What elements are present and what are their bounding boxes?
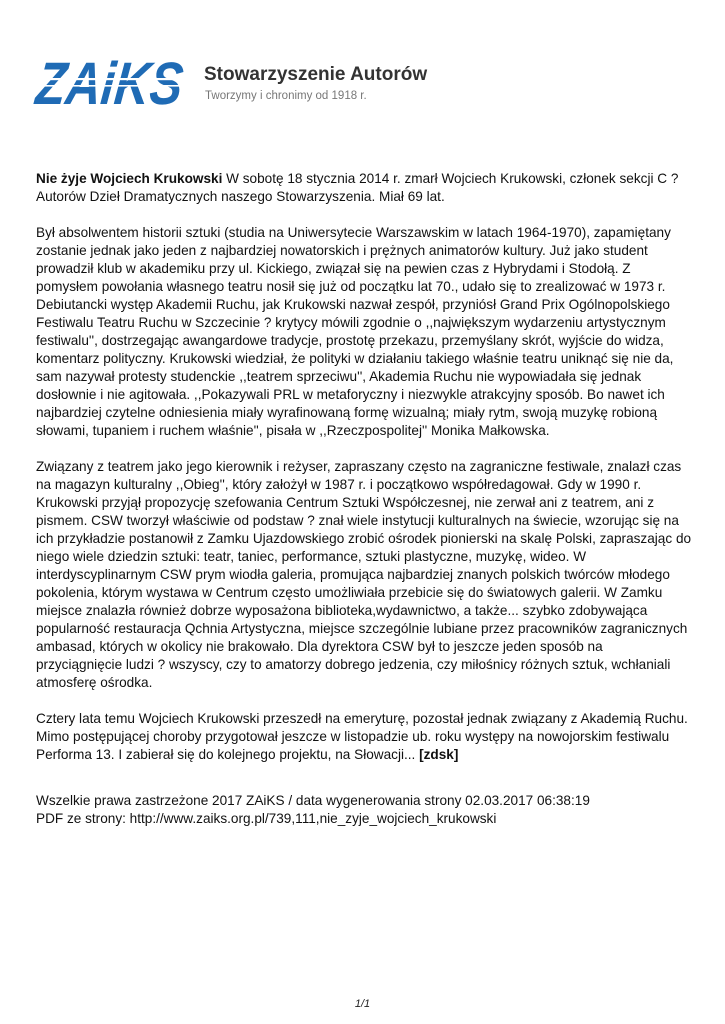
author-signature: [zdsk]	[419, 747, 459, 762]
article-title: Nie żyje Wojciech Krukowski	[36, 171, 223, 186]
page-header	[33, 50, 458, 117]
article-paragraph: Związany z teatrem jako jego kierownik i reżyser, zapraszany często na zagraniczne festiwale, znalazł czas na magazyn kulturalny ,,Obieg'', który założył w 1987 r. i początkowo współredagował. Gdy w 1990 r. Krukowski przyjął propozycję szefowania Centrum Sztuki Współczesnej, nie zerwał ani z teatrem, ani z pismem. CSW tworzył właściwie od podstaw ? znał wiele instytucji kulturalnych na świecie, wzorując się na ich przykładzie postanowił z Zamku Ujazdowskiego zrobić ośrodek pionierski na skalę Polski, zapraszając do niego wiele dziedzin sztuki: teatr, taniec, performance, sztuki plastyczne, muzykę, wideo. W interdyscyplinarnym CSW prym wiodła galeria, promująca najbardziej znanych polskich twórców młodego pokolenia, którym wystawa w Centrum często umożliwiała przebicie się do światowych galerii. W Zamku miejsce znalazła również dobrze wyposażona biblioteka,wydawnictwo, a także... szybko zdobywająca popularność restauracja Qchnia Artystyczna, miejsce szczególnie lubiane przez pracowników zagranicznych ambasad, których w okolicy nie brakowało. Dla dyrektora CSW był to jeszcze jeden sposób na przyciągnięcie ludzi ? wszyscy, czy to amatorzy dobrego jedzenia, czy miłośnicy różnych sztuk, wchłaniali atmosferę ośrodka.	[36, 459, 692, 690]
org-slogan: Tworzymy i chronimy od 1918 r.	[205, 90, 367, 102]
pdf-source-line: PDF ze strony: http://www.zaiks.org.pl/739,111,nie_zyje_wojciech_krukowski	[36, 811, 497, 826]
org-name: Stowarzyszenie Autorów	[204, 64, 428, 85]
zaiks-logo[interactable]	[33, 50, 221, 117]
page-number: 1/1	[354, 998, 371, 1010]
article-paragraph: Był absolwentem historii sztuki (studia na Uniwersytecie Warszawskim w latach 1964-1970), zapamiętany zostanie jednak jako jeden z najbardziej nowatorskich i prężnych animatorów kultury. Już jako student prowadził klub w akademiku przy ul. Kickiego, związał się na pewien czas z Hybrydami i Stodołą. Z pomysłem powołania własnego teatru nosił się już od początku lat 70., udało się to zrealizować w 1973 r. Debiutancki występ Akademii Ruchu, jak Krukowski nazwał zespół, przyniósł Grand Prix Ogólnopolskiego Festiwalu Teatru Ruchu w Szczecinie ? krytycy mówili zgodnie o ,,największym wydarzeniu artystycznym festiwalu'', dostrzegając awangardowe tradycje, prostotę przekazu, przemyślany skrót, wyjście do widza, komentarz polityczny. Krukowski wiedział, że polityki w działaniu takiego właśnie teatru uniknąć się nie da, sam nazywał protesty studenckie ,,teatrem sprzeciwu'', Akademia Ruchu nie wypowiadała się jednak dosłownie i nie agitowała. ,,Pokazywali PRL w metaforyczny i niezwykle atrakcyjny sposób. Bo nawet ich najbardziej czytelne odniesienia miały wyrafinowaną formę wizualną; miały rytm, swoją muzykę robioną słowami, tupaniem i ruchem właśnie'', pisała w ,,Rzeczpospolitej'' Monika Małkowska.	[36, 225, 674, 438]
article-lead: W sobotę 18 stycznia 2014 r. zmarł Wojciech Krukowski, członek sekcji C ? Autorów Dzieł Dramatycznych naszego Stowarzyszenia. Miał 69 lat.	[36, 171, 679, 204]
article-body	[36, 170, 692, 782]
copyright-line: Wszelkie prawa zastrzeżone 2017 ZAiKS / data wygenerowania strony 02.03.2017 06:38:19	[36, 793, 590, 808]
logo-text: ZAiKS	[33, 50, 221, 117]
article-paragraph	[36, 710, 692, 764]
article-paragraph-text: Cztery lata temu Wojciech Krukowski przeszedł na emeryturę, pozostał jednak związany z Akademią Ruchu. Mimo postępującej choroby przygotował jeszcze w listopadzie ub. roku występy na nowojorskim festiwalu Performa 13. I zabierał się do kolejnego projektu, na Słowacji...	[36, 711, 688, 762]
page-footer	[36, 792, 696, 828]
article-lead-paragraph	[36, 170, 692, 206]
